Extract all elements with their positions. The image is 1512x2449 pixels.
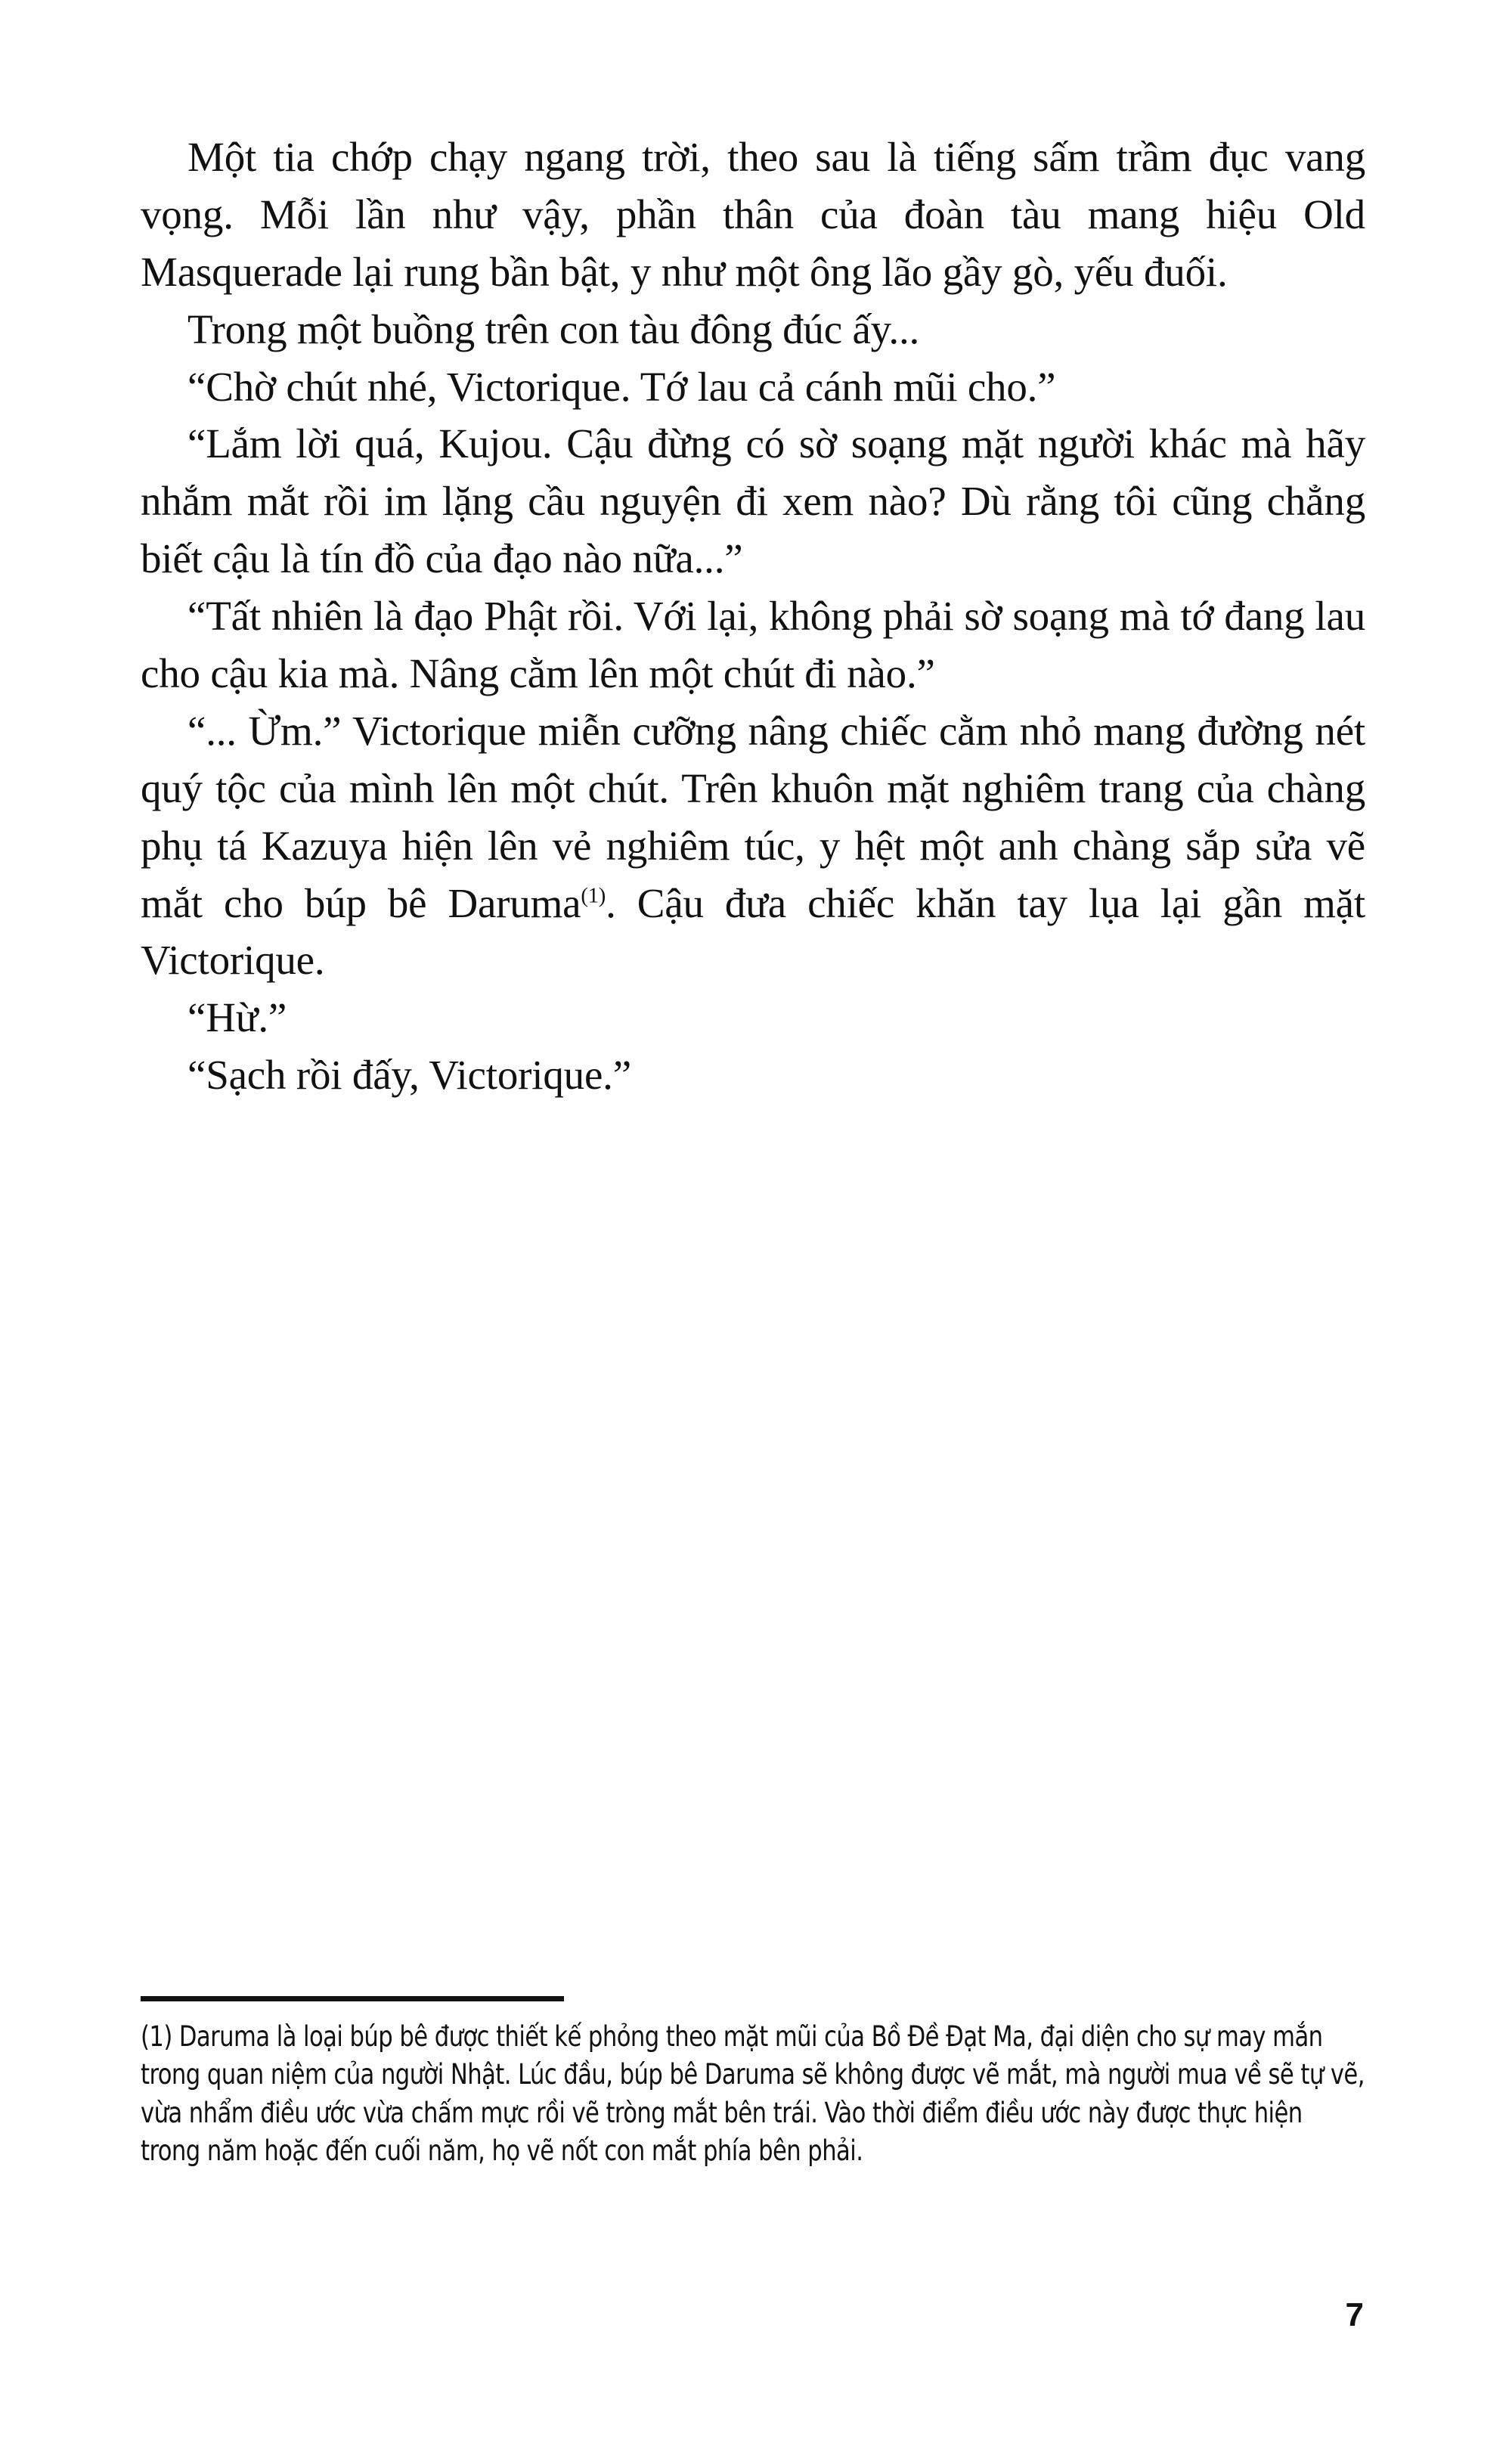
body-text-block — [141, 129, 1365, 1104]
paragraph-5: “Tất nhiên là đạo Phật rồi. Với lại, không phải sờ soạng mà tớ đang lau cho cậu kia mà. Nâng cằm lên một chút đi nào.” — [141, 593, 1365, 697]
footnote-divider — [141, 1996, 564, 2001]
footnote-reference-icon[interactable]: (1) — [581, 884, 606, 908]
paragraph-6-part-a: “... Ừm.” Victorique miễn cưỡng nâng chiếc cằm nhỏ mang đường nét quý tộc của mình lên một chút. Trên khuôn mặt nghiêm trang của chàng phụ tá Kazuya hiện lên vẻ nghiêm túc, y hệt một anh chàng sắp sửa vẽ mắt cho búp bê Daruma — [141, 707, 1365, 926]
paragraph-8: “Sạch rồi đấy, Victorique.” — [187, 1052, 631, 1099]
paragraph-3: “Chờ chút nhé, Victorique. Tớ lau cả cánh mũi cho.” — [187, 363, 1056, 410]
paragraph-1: Một tia chớp chạy ngang trời, theo sau là tiếng sấm trầm đục vang vọng. Mỗi lần như vậy, phần thân của đoàn tàu mang hiệu Old Masquerade lại rung bần bật, y như một ông lão gầy gò, yếu đuối. — [141, 134, 1365, 295]
footnote-area — [141, 1996, 1365, 2170]
paragraph-4: “Lắm lời quá, Kujou. Cậu đừng có sờ soạng mặt người khác mà hãy nhắm mắt rồi im lặng cầu nguyện đi xem nào? Dù rằng tôi cũng chẳng biết cậu là tín đồ của đạo nào nữa...” — [141, 420, 1365, 582]
paragraph-7: “Hừ.” — [187, 994, 287, 1041]
paragraph-2: Trong một buồng trên con tàu đông đúc ấy... — [187, 305, 920, 352]
footnote-text: (1) Daruma là loại búp bê được thiết kế phỏng theo mặt mũi của Bồ Đề Đạt Ma, đại diện cho sự may mắn trong quan niệm của người Nhật. Lúc đầu, búp bê Daruma sẽ không được vẽ mắt, mà người mua về sẽ tự vẽ, vừa nhẩm điều ước vừa chấm mực rồi vẽ tròng mắt bên trái. Vào thời điểm điều ước này được thực hiện trong năm hoặc đến cuối năm, họ vẽ nốt con mắt phía bên phải. — [141, 2020, 1365, 2167]
paragraph-6 — [141, 702, 1365, 989]
paragraph-6-part-b: . Cậu đưa chiếc khăn tay lụa lại gần mặt Victorique. — [141, 879, 1365, 984]
page-number: 7 — [1345, 2296, 1364, 2333]
